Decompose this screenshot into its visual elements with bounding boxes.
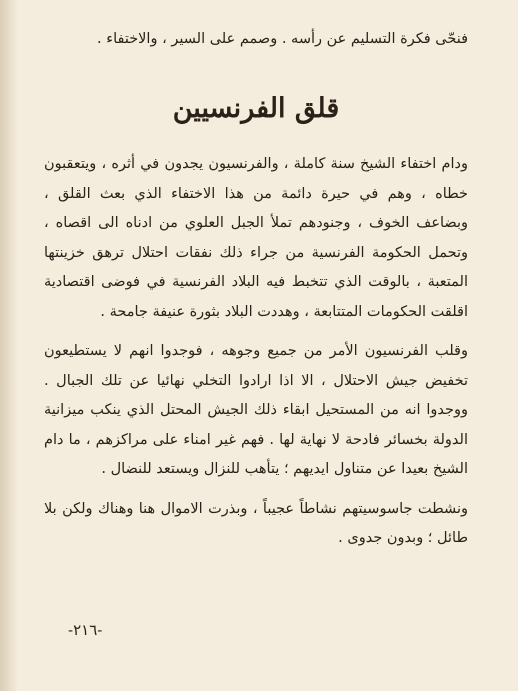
paragraph-2: وقلب الفرنسيون الأمر من جميع وجوهه ، فوجدوا انهم لا يستطيعون تخفيض جيش الاحتلال ، الا اذا ارادوا التخلي نهائيا عن تلك الجبال . ووجدوا انه من المستحيل ابقاء ذلك الجيش المحتل الذي ينكب ميزانية الدولة بخسائر فادحة لا نهاية لها . فهم غير امناء على مراكزهم ، ما دام الشيخ بعيدا عن متناول ايديهم ؛ يتأهب للنزال ويستعد للنضال . xyxy=(44,343,468,477)
page-number: -٢١٦- xyxy=(68,621,103,639)
section-heading: قلق الفرنسيين xyxy=(172,93,340,124)
paragraph-3: ونشطت جاسوسيتهم نشاطاً عجيباً ، وبذرت الاموال هنا وهناك ولكن بلا طائل ؛ وبدون جدوى . xyxy=(44,500,468,546)
continued-text-line: فنحّى فكرة التسليم عن رأسه . وصمم على السير ، والاختفاء . xyxy=(97,31,468,47)
page-gutter-shadow xyxy=(0,0,18,691)
paragraph-1: ودام اختفاء الشيخ سنة كاملة ، والفرنسيون يجدون في أثره ، ويتعقبون خطاه ، وهم في حيرة دائمة من هذا الاختفاء الذي بعث القلق ، وبضاعف الخوف ، وجنودهم تملأ الجبل العلوي من ادناه الى اقصاه ، وتحمل الحكومة الفرنسية من جراء ذلك نفقات احتلال ترهق خزينتها المتعبة ، بالوقت الذي تتخبط فيه البلاد الفرنسية في فوضى اقتصادية اقلقت الحكومات المتتابعة ، وهددت البلاد بثورة عنيفة جامحة . xyxy=(44,156,468,320)
